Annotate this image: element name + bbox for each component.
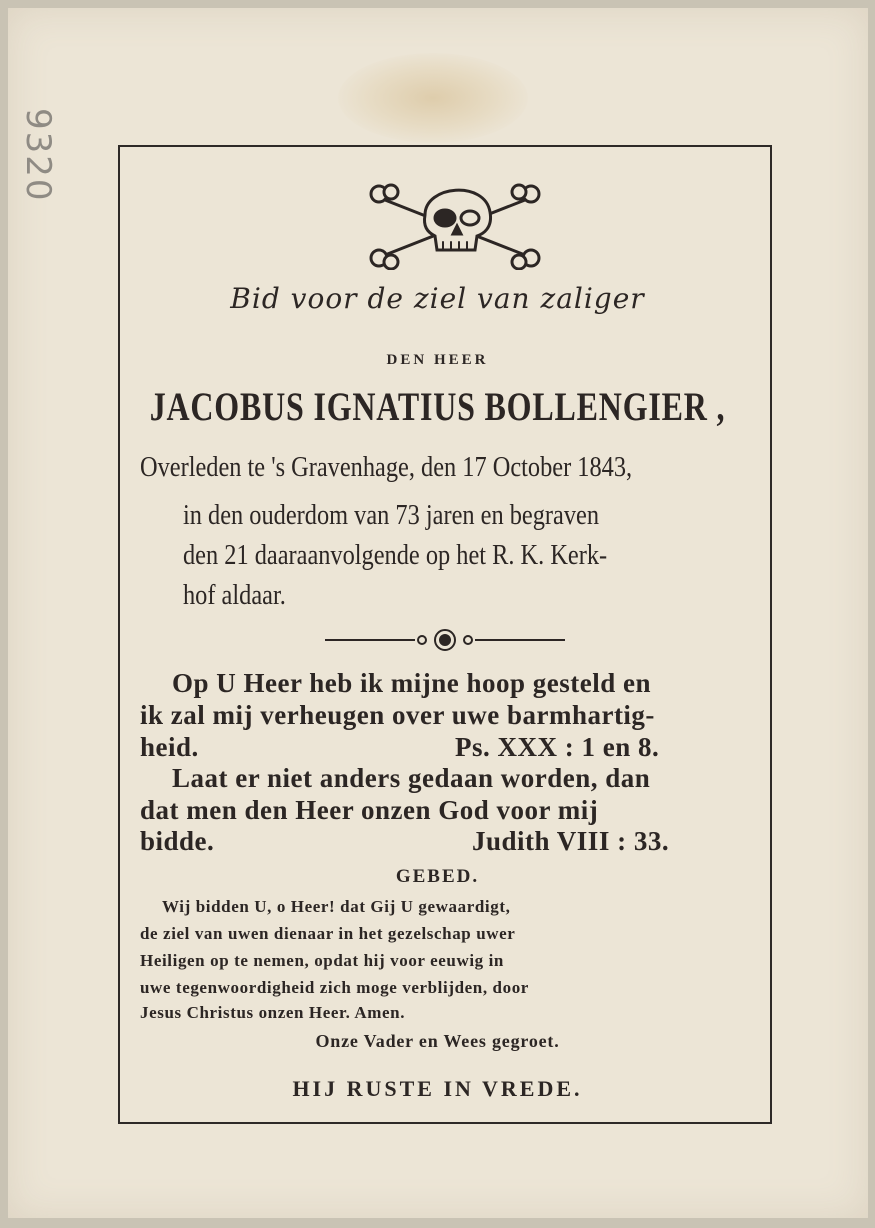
prayer-line: Wij bidden U, o Heer! dat Gij U gewaardigt, (162, 897, 511, 916)
verse-reference: Judith VIII : 33. (472, 826, 670, 856)
prayer-heading: GEBED. (395, 866, 480, 887)
prayer-line: Jesus Christus onzen Heer. Amen. (140, 1003, 406, 1022)
prayer-line: de ziel van uwen dienaar in het gezelschap uwer (140, 924, 516, 943)
verse-line: heid. (140, 732, 199, 762)
verse-line: ik zal mij verheugen over uwe barmhartig- (140, 700, 655, 730)
verse-line: Op U Heer heb ik mijne hoop gesteld en (172, 668, 652, 698)
biography-line: in den ouderdom van 73 jaren en begraven (183, 500, 600, 531)
deceased-name: JACOBUS IGNATIUS BOLLENGIER , (149, 384, 726, 429)
invocation-text: Bid voor de ziel van zaliger (230, 282, 645, 315)
verse-line: dat men den Heer onzen God voor mij (140, 795, 599, 825)
inventory-number: 9320 (18, 108, 58, 203)
prayer-closing: Onze Vader en Wees gegroet. (315, 1031, 560, 1051)
prayer-line: uwe tegenwoordigheid zich moge verblijden, door (140, 978, 529, 997)
biography-line: hof aldaar. (183, 580, 286, 611)
paper-stain (338, 53, 528, 143)
biography-line: Overleden te 's Gravenhage, den 17 October 1843, (140, 452, 633, 483)
verse-reference: Ps. XXX : 1 en 8. (455, 732, 660, 762)
verse-line: Laat er niet anders gedaan worden, dan (172, 763, 651, 793)
skull-and-crossbones-icon (365, 170, 545, 270)
rest-in-peace: HIJ RUSTE IN VREDE. (292, 1076, 583, 1101)
biography-line: den 21 daaraanvolgende op het R. K. Kerk- (183, 540, 608, 571)
prayer-line: Heiligen op te nemen, opdat hij voor eeuwig in (140, 951, 504, 970)
title-prefix: DEN HEER (386, 352, 489, 368)
ornamental-divider-icon (320, 626, 570, 654)
verse-line: bidde. (140, 826, 215, 856)
